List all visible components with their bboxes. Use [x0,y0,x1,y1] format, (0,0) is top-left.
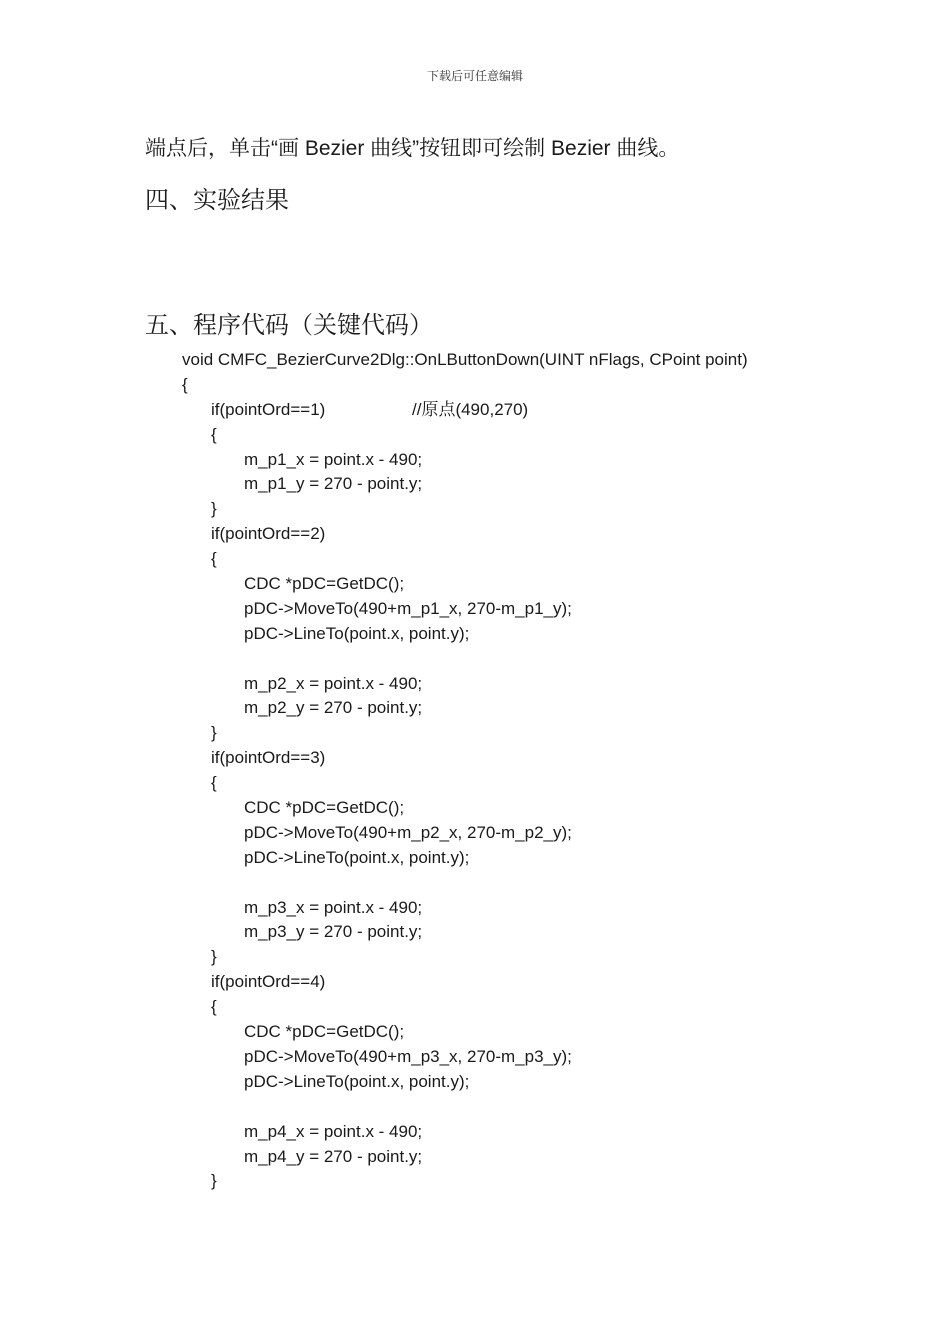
code-line [0,622,950,647]
code-line [0,572,950,597]
code-line [0,995,950,1020]
code-line [0,448,950,473]
code-text: { [211,549,217,569]
code-line [0,547,950,572]
code-text: if(pointOrd==3) [211,748,326,768]
code-text: CDC *pDC=GetDC(); [244,574,405,594]
code-line [0,1020,950,1045]
code-text: } [211,499,217,519]
code-line [0,497,950,522]
code-text: pDC->MoveTo(490+m_p3_x, 270-m_p3_y); [244,1046,572,1066]
code-line [0,821,950,846]
code-line [0,472,950,497]
code-text: } [211,1171,217,1191]
code-text: { [182,374,188,394]
code-line [0,348,950,373]
code-line [0,398,950,423]
code-text: { [211,773,217,793]
code-text: CDC *pDC=GetDC(); [244,798,405,818]
code-line [0,696,950,721]
code-text: pDC->LineTo(point.x, point.y); [244,623,470,643]
code-comment: //原点(490,270) [412,399,529,419]
code-text: if(pointOrd==4) [211,972,326,992]
section-heading-code: 五、程序代码（关键代码） [145,311,433,339]
code-line [0,1169,950,1194]
code-text: { [211,997,217,1017]
code-text: } [211,723,217,743]
code-line [0,423,950,448]
code-text: pDC->LineTo(point.x, point.y); [244,1071,470,1091]
code-line [0,373,950,398]
code-text: pDC->LineTo(point.x, point.y); [244,847,470,867]
code-text: m_p4_x = point.x - 490; [244,1121,423,1141]
code-line [0,647,950,672]
code-line [0,1145,950,1170]
code-text: m_p2_y = 270 - point.y; [244,698,423,718]
code-line [0,672,950,697]
code-text: if(pointOrd==2) [211,524,326,544]
code-text: m_p2_x = point.x - 490; [244,673,423,693]
code-line [0,846,950,871]
code-text: m_p3_x = point.x - 490; [244,897,423,917]
code-text: void CMFC_BezierCurve2Dlg::OnLButtonDown(UINT nFlags, CPoint point) [182,350,748,369]
code-text: pDC->MoveTo(490+m_p2_x, 270-m_p2_y); [244,822,572,842]
code-text: } [211,947,217,967]
code-line [0,945,950,970]
code-line [0,1070,950,1095]
code-line [0,1095,950,1120]
code-text: m_p3_y = 270 - point.y; [244,922,423,942]
page-header: 下载后可任意编辑 [426,69,523,83]
code-line [0,896,950,921]
code-listing [0,348,950,1194]
code-text: m_p1_y = 270 - point.y; [244,474,423,494]
code-line [0,597,950,622]
code-line [0,871,950,896]
code-text: { [211,424,217,444]
code-text: pDC->MoveTo(490+m_p1_x, 270-m_p1_y); [244,598,572,618]
section-heading-results: 四、实验结果 [145,186,289,214]
code-line [0,1120,950,1145]
code-line [0,796,950,821]
intro-paragraph: 端点后，单击“画 Bezier 曲线”按钮即可绘制 Bezier 曲线。 [145,137,680,160]
code-line [0,771,950,796]
code-line [0,970,950,995]
code-text: m_p1_x = point.x - 490; [244,449,423,469]
code-text: CDC *pDC=GetDC(); [244,1022,405,1042]
code-line [0,1045,950,1070]
code-text: if(pointOrd==1) [211,399,326,419]
code-text: m_p4_y = 270 - point.y; [244,1146,423,1166]
code-line [0,522,950,547]
code-line [0,746,950,771]
code-line [0,920,950,945]
code-line [0,721,950,746]
